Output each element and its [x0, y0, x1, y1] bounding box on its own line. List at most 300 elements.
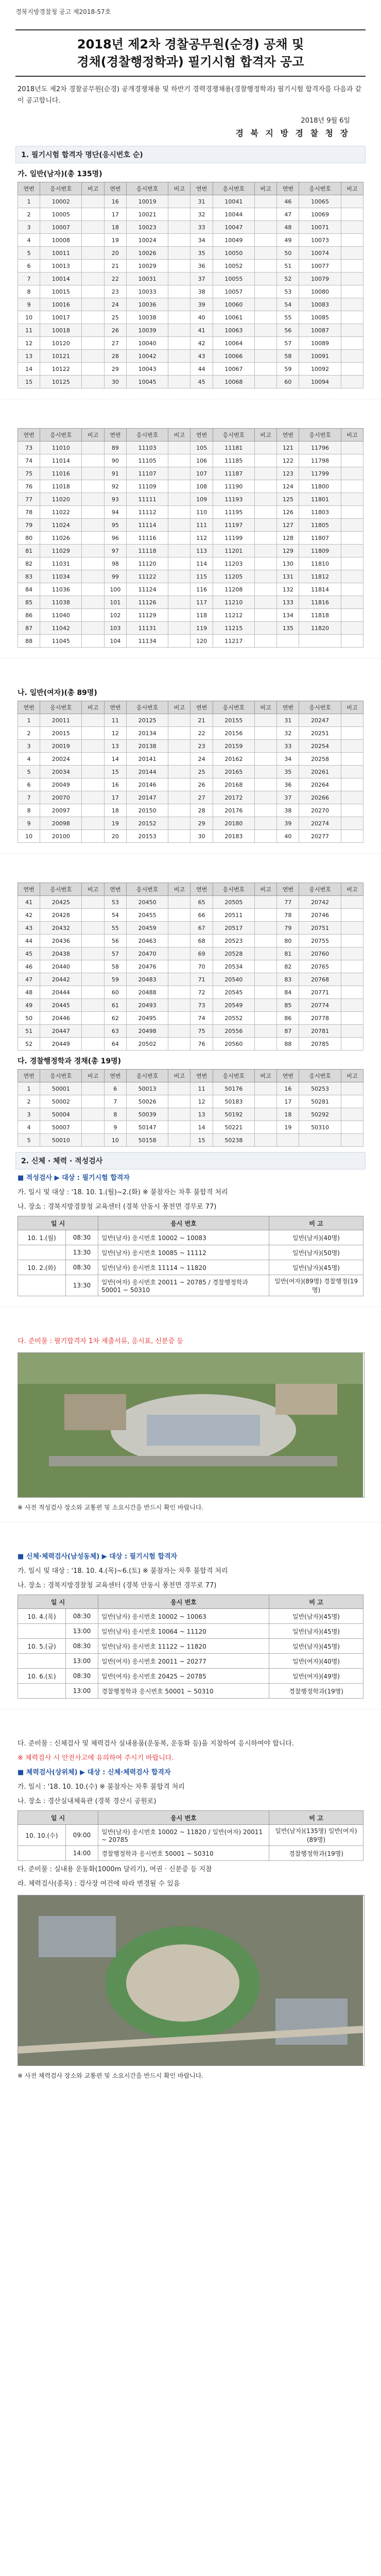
- table-cell: 5: [18, 247, 40, 260]
- table-cell: [82, 506, 104, 519]
- table-cell: 11190: [213, 480, 254, 493]
- schedule-cell: 08:30: [66, 1230, 98, 1245]
- column-header: 비고: [168, 701, 190, 714]
- table-cell: [341, 922, 363, 935]
- table-cell: [82, 909, 104, 922]
- table-cell: 35: [190, 247, 213, 260]
- table-cell: 1: [18, 1082, 40, 1095]
- table-cell: 11816: [299, 596, 341, 609]
- table-cell: 10069: [299, 208, 341, 221]
- table-cell: 99: [104, 570, 126, 583]
- table-cell: 11024: [40, 519, 82, 532]
- table-cell: 34: [190, 234, 213, 247]
- table-cell: 73: [18, 442, 40, 454]
- schedule-cell: 경찰행정학과(19명): [269, 1846, 363, 1861]
- table-row: [18, 1121, 363, 1134]
- table-cell: 90: [104, 454, 126, 467]
- table-cell: 37: [277, 791, 299, 804]
- aptitude-schedule: [18, 1216, 363, 1296]
- table-row: [18, 986, 363, 999]
- table-row: [18, 596, 363, 609]
- table-cell: 10125: [40, 376, 82, 388]
- table-cell: 11796: [299, 442, 341, 454]
- table-cell: [82, 740, 104, 753]
- table-cell: 21: [104, 260, 126, 273]
- table-cell: [254, 583, 276, 596]
- table-cell: [341, 545, 363, 557]
- table-cell: 10041: [213, 195, 254, 208]
- table-cell: [341, 557, 363, 570]
- table-cell: 3: [18, 740, 40, 753]
- table-cell: 11210: [213, 596, 254, 609]
- table-cell: [254, 1038, 276, 1050]
- table-cell: 20495: [127, 1012, 168, 1025]
- table-cell: 21: [190, 714, 213, 727]
- table-cell: 15: [18, 376, 40, 388]
- schedule-header: 일 시: [18, 1216, 98, 1230]
- table-cell: [254, 1108, 276, 1121]
- table-cell: 125: [277, 493, 299, 506]
- table-cell: [254, 298, 276, 311]
- table-cell: 56: [277, 324, 299, 337]
- table-cell: 10018: [40, 324, 82, 337]
- table-cell: 54: [104, 909, 126, 922]
- table-female-a: [18, 701, 363, 843]
- table-cell: [82, 234, 104, 247]
- table-cell: 20771: [299, 986, 341, 999]
- table-cell: [82, 363, 104, 376]
- table-cell: 57: [277, 337, 299, 350]
- table-cell: [168, 208, 190, 221]
- table-cell: 20476: [127, 960, 168, 973]
- table-row: [18, 557, 363, 570]
- table-cell: 95: [104, 519, 126, 532]
- table-cell: 119: [190, 622, 213, 635]
- table-cell: 20152: [127, 817, 168, 830]
- table-cell: 25: [190, 766, 213, 778]
- table-cell: 2: [18, 1095, 40, 1108]
- table-cell: 10015: [40, 285, 82, 298]
- table-cell: 63: [104, 1025, 126, 1038]
- table-cell: 20165: [213, 766, 254, 778]
- table-row: [18, 778, 363, 791]
- table-cell: 17: [277, 1095, 299, 1108]
- table-cell: [254, 1134, 276, 1147]
- table-cell: 7: [18, 791, 40, 804]
- aptitude-date: 가. 일시 및 대상 : '18. 10. 1.(월)~2.(화) ※ 불참자는 차후 불합격 처리: [18, 1189, 228, 1196]
- table-cell: 81: [277, 947, 299, 960]
- table-cell: [82, 778, 104, 791]
- table-cell: 17: [104, 791, 126, 804]
- schedule-cell: 일반(남자) 응시번호 11122 ~ 11820: [98, 1639, 269, 1654]
- table-cell: 29: [190, 817, 213, 830]
- table-cell: 11034: [40, 570, 82, 583]
- column-header: 연번: [18, 701, 40, 714]
- table-cell: 10122: [40, 363, 82, 376]
- table-cell: [254, 506, 276, 519]
- table-cell: 11020: [40, 493, 82, 506]
- table-cell: 10044: [213, 208, 254, 221]
- schedule-row: [18, 1825, 363, 1846]
- table-cell: [254, 830, 276, 843]
- aerial-photo-1: [18, 1353, 363, 1497]
- table-cell: 38: [277, 804, 299, 817]
- table-cell: [168, 1095, 190, 1108]
- table-row: [18, 1082, 363, 1095]
- table-cell: 30: [190, 830, 213, 843]
- table-cell: 20100: [40, 830, 82, 843]
- table-cell: 19: [277, 1121, 299, 1134]
- schedule-cell: [18, 1245, 66, 1260]
- table-cell: 10120: [40, 337, 82, 350]
- schedule-row: [18, 1684, 363, 1699]
- table-header-row: [18, 1070, 363, 1082]
- table-cell: [254, 493, 276, 506]
- table-row: [18, 999, 363, 1012]
- table-cell: [341, 622, 363, 635]
- table-cell: 10016: [40, 298, 82, 311]
- schedule-cell: 일반(남자) 응시번호 10002 ~ 11820 / 일반(여자) 20011 ~ 20785: [98, 1825, 269, 1846]
- table-cell: 20751: [299, 922, 341, 935]
- table-cell: [82, 247, 104, 260]
- table-cell: 44: [18, 935, 40, 947]
- table-cell: 50281: [299, 1095, 341, 1108]
- table-cell: 75: [190, 1025, 213, 1038]
- table-cell: 10008: [40, 234, 82, 247]
- schedule-cell: [18, 1654, 66, 1669]
- table-cell: [82, 791, 104, 804]
- table-cell: 20049: [40, 778, 82, 791]
- table-cell: 10073: [299, 234, 341, 247]
- table-cell: 118: [190, 609, 213, 622]
- table-cell: 32: [277, 727, 299, 740]
- table-cell: 27: [190, 791, 213, 804]
- table-cell: 10031: [127, 273, 168, 285]
- table-row: [18, 467, 363, 480]
- schedule-header: 일 시: [18, 1595, 98, 1609]
- table-cell: [341, 766, 363, 778]
- table-cell: [82, 609, 104, 622]
- table-cell: [254, 766, 276, 778]
- table-cell: [254, 545, 276, 557]
- column-header: 연번: [190, 429, 213, 442]
- table-row: [18, 1012, 363, 1025]
- table-cell: 56: [104, 935, 126, 947]
- table-cell: 73: [190, 999, 213, 1012]
- table-cell: [82, 337, 104, 350]
- table-cell: 11201: [213, 545, 254, 557]
- table-cell: 58: [104, 960, 126, 973]
- table-cell: [341, 596, 363, 609]
- page-gap: [0, 853, 381, 872]
- column-header: 응시번호: [127, 883, 168, 896]
- table-row: [18, 195, 363, 208]
- schedule-cell: 08:30: [66, 1609, 98, 1624]
- table-cell: 20560: [213, 1038, 254, 1050]
- schedule-header: 비 고: [269, 1595, 363, 1609]
- table-cell: 41: [18, 896, 40, 909]
- column-header: 비고: [168, 1070, 190, 1082]
- table-row: [18, 766, 363, 778]
- table-cell: [82, 753, 104, 766]
- schedule-header: 비 고: [269, 1811, 363, 1825]
- schedule-cell: 08:30: [66, 1260, 98, 1275]
- table-cell: 10014: [40, 273, 82, 285]
- fitness-heading: ■ 체력검사(상위체) ▶ 대상 : 신체·체력검사 합격자: [18, 1769, 171, 1776]
- title-line-1: 2018년 제2차 경찰공무원(순경) 공채 및: [77, 37, 304, 52]
- table-cell: 96: [104, 532, 126, 545]
- table-cell: [82, 622, 104, 635]
- table-cell: 10043: [127, 363, 168, 376]
- table-cell: [254, 260, 276, 273]
- physical-heading: ■ 신체·체력검사(남성동체) ▶ 대상 : 필기시험 합격자: [18, 1553, 178, 1561]
- table-cell: 11: [18, 324, 40, 337]
- table-cell: 20011: [40, 714, 82, 727]
- table-cell: 14: [18, 363, 40, 376]
- table-cell: 39: [277, 817, 299, 830]
- table-cell: 50004: [40, 1108, 82, 1121]
- table-cell: [254, 337, 276, 350]
- schedule-row: [18, 1275, 363, 1296]
- table-cell: [254, 609, 276, 622]
- table-row: [18, 609, 363, 622]
- table-row: [18, 622, 363, 635]
- table-cell: 20125: [127, 714, 168, 727]
- table-cell: 20470: [127, 947, 168, 960]
- table-cell: 50010: [40, 1134, 82, 1147]
- schedule-cell: 13:00: [66, 1624, 98, 1639]
- table-cell: 12: [18, 337, 40, 350]
- column-header: 연번: [104, 1070, 126, 1082]
- table-cell: 124: [277, 480, 299, 493]
- schedule-header: 응시 번호: [98, 1216, 269, 1230]
- column-header: 연번: [18, 429, 40, 442]
- table-cell: 20247: [299, 714, 341, 727]
- table-cell: 20778: [299, 1012, 341, 1025]
- table-cell: 10077: [299, 260, 341, 273]
- table-cell: [168, 570, 190, 583]
- table-cell: [341, 609, 363, 622]
- table-row: [18, 1134, 363, 1147]
- table-row: [18, 221, 363, 234]
- table-cell: 115: [190, 570, 213, 583]
- table-cell: [341, 1095, 363, 1108]
- table-cell: [254, 350, 276, 363]
- table-cell: 74: [190, 1012, 213, 1025]
- table-cell: 52: [18, 1038, 40, 1050]
- table-cell: 50176: [213, 1082, 254, 1095]
- table-cell: 20483: [127, 973, 168, 986]
- table-cell: 10047: [213, 221, 254, 234]
- table-row: [18, 545, 363, 557]
- table-cell: 34: [277, 753, 299, 766]
- table-cell: 60: [277, 376, 299, 388]
- table-cell: 10063: [213, 324, 254, 337]
- table-cell: 10: [18, 311, 40, 324]
- table-cell: 20183: [213, 830, 254, 843]
- table-cell: [341, 260, 363, 273]
- table-cell: 86: [277, 1012, 299, 1025]
- table-cell: 10042: [127, 350, 168, 363]
- table-cell: 112: [190, 532, 213, 545]
- table-cell: 10023: [127, 221, 168, 234]
- column-header: 비고: [82, 883, 104, 896]
- table-cell: 20180: [213, 817, 254, 830]
- table-cell: [168, 454, 190, 467]
- table-cell: 10005: [40, 208, 82, 221]
- table-cell: 113: [190, 545, 213, 557]
- table-cell: 20274: [299, 817, 341, 830]
- table-row: [18, 337, 363, 350]
- table-cell: 13: [18, 350, 40, 363]
- table-cell: [82, 442, 104, 454]
- table-cell: 20144: [127, 766, 168, 778]
- table-cell: [254, 740, 276, 753]
- table-cell: 11809: [299, 545, 341, 557]
- table-cell: 106: [190, 454, 213, 467]
- table-cell: 26: [104, 324, 126, 337]
- table-cell: 20440: [40, 960, 82, 973]
- table-cell: [341, 247, 363, 260]
- table-cell: 10033: [127, 285, 168, 298]
- table-cell: 80: [18, 532, 40, 545]
- table-row: [18, 298, 363, 311]
- schedule-cell: 10. 2.(화): [18, 1260, 66, 1275]
- table-cell: [168, 1121, 190, 1134]
- table-cell: 74: [18, 454, 40, 467]
- column-header: 비고: [82, 1070, 104, 1082]
- table-cell: 4: [18, 753, 40, 766]
- table-cell: 18: [104, 221, 126, 234]
- table-cell: [341, 999, 363, 1012]
- table-cell: [341, 740, 363, 753]
- table-cell: [299, 635, 341, 648]
- table-cell: [82, 298, 104, 311]
- table-cell: 20425: [40, 896, 82, 909]
- table-cell: [168, 311, 190, 324]
- table-cell: [254, 311, 276, 324]
- table-cell: [277, 635, 299, 648]
- table-cell: 11798: [299, 454, 341, 467]
- schedule-cell: 일반(여자) 응시번호 20011 ~ 20277: [98, 1654, 269, 1669]
- table-cell: [82, 324, 104, 337]
- table-cell: [254, 896, 276, 909]
- schedule-cell: 일반(남자)(135명) 일반(여자)(89명): [269, 1825, 363, 1846]
- table-cell: [82, 766, 104, 778]
- schedule-cell: 08:30: [66, 1669, 98, 1684]
- table-cell: 11045: [40, 635, 82, 648]
- table-cell: 13: [104, 740, 126, 753]
- table-cell: [168, 247, 190, 260]
- table-cell: [168, 285, 190, 298]
- table-cell: [254, 519, 276, 532]
- table-cell: 116: [190, 583, 213, 596]
- table-cell: [168, 766, 190, 778]
- table-cell: [168, 1082, 190, 1095]
- table-cell: 33: [190, 221, 213, 234]
- table-cell: [168, 622, 190, 635]
- column-header: 비고: [341, 429, 363, 442]
- table-cell: 10061: [213, 311, 254, 324]
- table-cell: [254, 909, 276, 922]
- schedule-cell: 13:30: [66, 1245, 98, 1260]
- table-cell: 10091: [299, 350, 341, 363]
- title-box: [15, 29, 366, 77]
- table-cell: 11193: [213, 493, 254, 506]
- table-cell: 59: [104, 973, 126, 986]
- table-cell: 11105: [127, 454, 168, 467]
- table-cell: 93: [104, 493, 126, 506]
- fitness-schedule: [18, 1810, 363, 1861]
- schedule-cell: 일반(남자)(45명): [269, 1260, 363, 1275]
- table-cell: 11111: [127, 493, 168, 506]
- table-cell: [168, 960, 190, 973]
- table-cell: 11122: [127, 570, 168, 583]
- column-header: 응시번호: [299, 182, 341, 195]
- page-gap: [0, 1709, 381, 1728]
- schedule-cell: 일반(남자) 응시번호 10002 ~ 10063: [98, 1609, 269, 1624]
- aerial-photo-2: [18, 1895, 363, 2065]
- column-header: 연번: [277, 429, 299, 442]
- table-cell: 117: [190, 596, 213, 609]
- table-cell: 20445: [40, 999, 82, 1012]
- table-cell: [341, 311, 363, 324]
- table-row: [18, 285, 363, 298]
- table-cell: 8: [104, 1108, 126, 1121]
- table-cell: [341, 1134, 363, 1147]
- table-cell: 20146: [127, 778, 168, 791]
- table-cell: [341, 532, 363, 545]
- table-cell: [82, 947, 104, 960]
- table-cell: [82, 583, 104, 596]
- column-header: 응시번호: [299, 1070, 341, 1082]
- table-cell: 12: [190, 1095, 213, 1108]
- table-cell: 19: [104, 817, 126, 830]
- table-cell: 11018: [40, 480, 82, 493]
- table-cell: 20511: [213, 909, 254, 922]
- table-cell: [82, 1025, 104, 1038]
- table-cell: 8: [18, 285, 40, 298]
- column-header: 연번: [18, 883, 40, 896]
- schedule-cell: 일반(여자)(49명): [269, 1669, 363, 1684]
- table-cell: [341, 350, 363, 363]
- table-cell: 72: [190, 986, 213, 999]
- table-cell: 11212: [213, 609, 254, 622]
- table-cell: [341, 337, 363, 350]
- table-cell: 87: [277, 1025, 299, 1038]
- table-cell: [168, 830, 190, 843]
- table-cell: 10039: [127, 324, 168, 337]
- caption-3: ※ 사전 체력검사 장소와 교통편 및 소요시간을 반드시 확인 바랍니다.: [18, 2072, 204, 2079]
- table-cell: [254, 1025, 276, 1038]
- table-cell: 10064: [213, 337, 254, 350]
- table-row: [18, 727, 363, 740]
- schedule-cell: 일반(여자) 응시번호 20011 ~ 20785 / 경찰행정학과 50001 ~ 50310: [98, 1275, 269, 1296]
- column-header: 연번: [104, 182, 126, 195]
- table-cell: 19: [104, 234, 126, 247]
- table-cell: 83: [18, 570, 40, 583]
- table-header-row: [18, 429, 363, 442]
- table-cell: [254, 532, 276, 545]
- table-cell: [341, 778, 363, 791]
- table-cell: 11036: [40, 583, 82, 596]
- table-cell: 130: [277, 557, 299, 570]
- table-cell: [82, 557, 104, 570]
- table-cell: 52: [277, 273, 299, 285]
- table-header-row: [18, 182, 363, 195]
- table-cell: 50192: [213, 1108, 254, 1121]
- column-header: 비고: [254, 883, 276, 896]
